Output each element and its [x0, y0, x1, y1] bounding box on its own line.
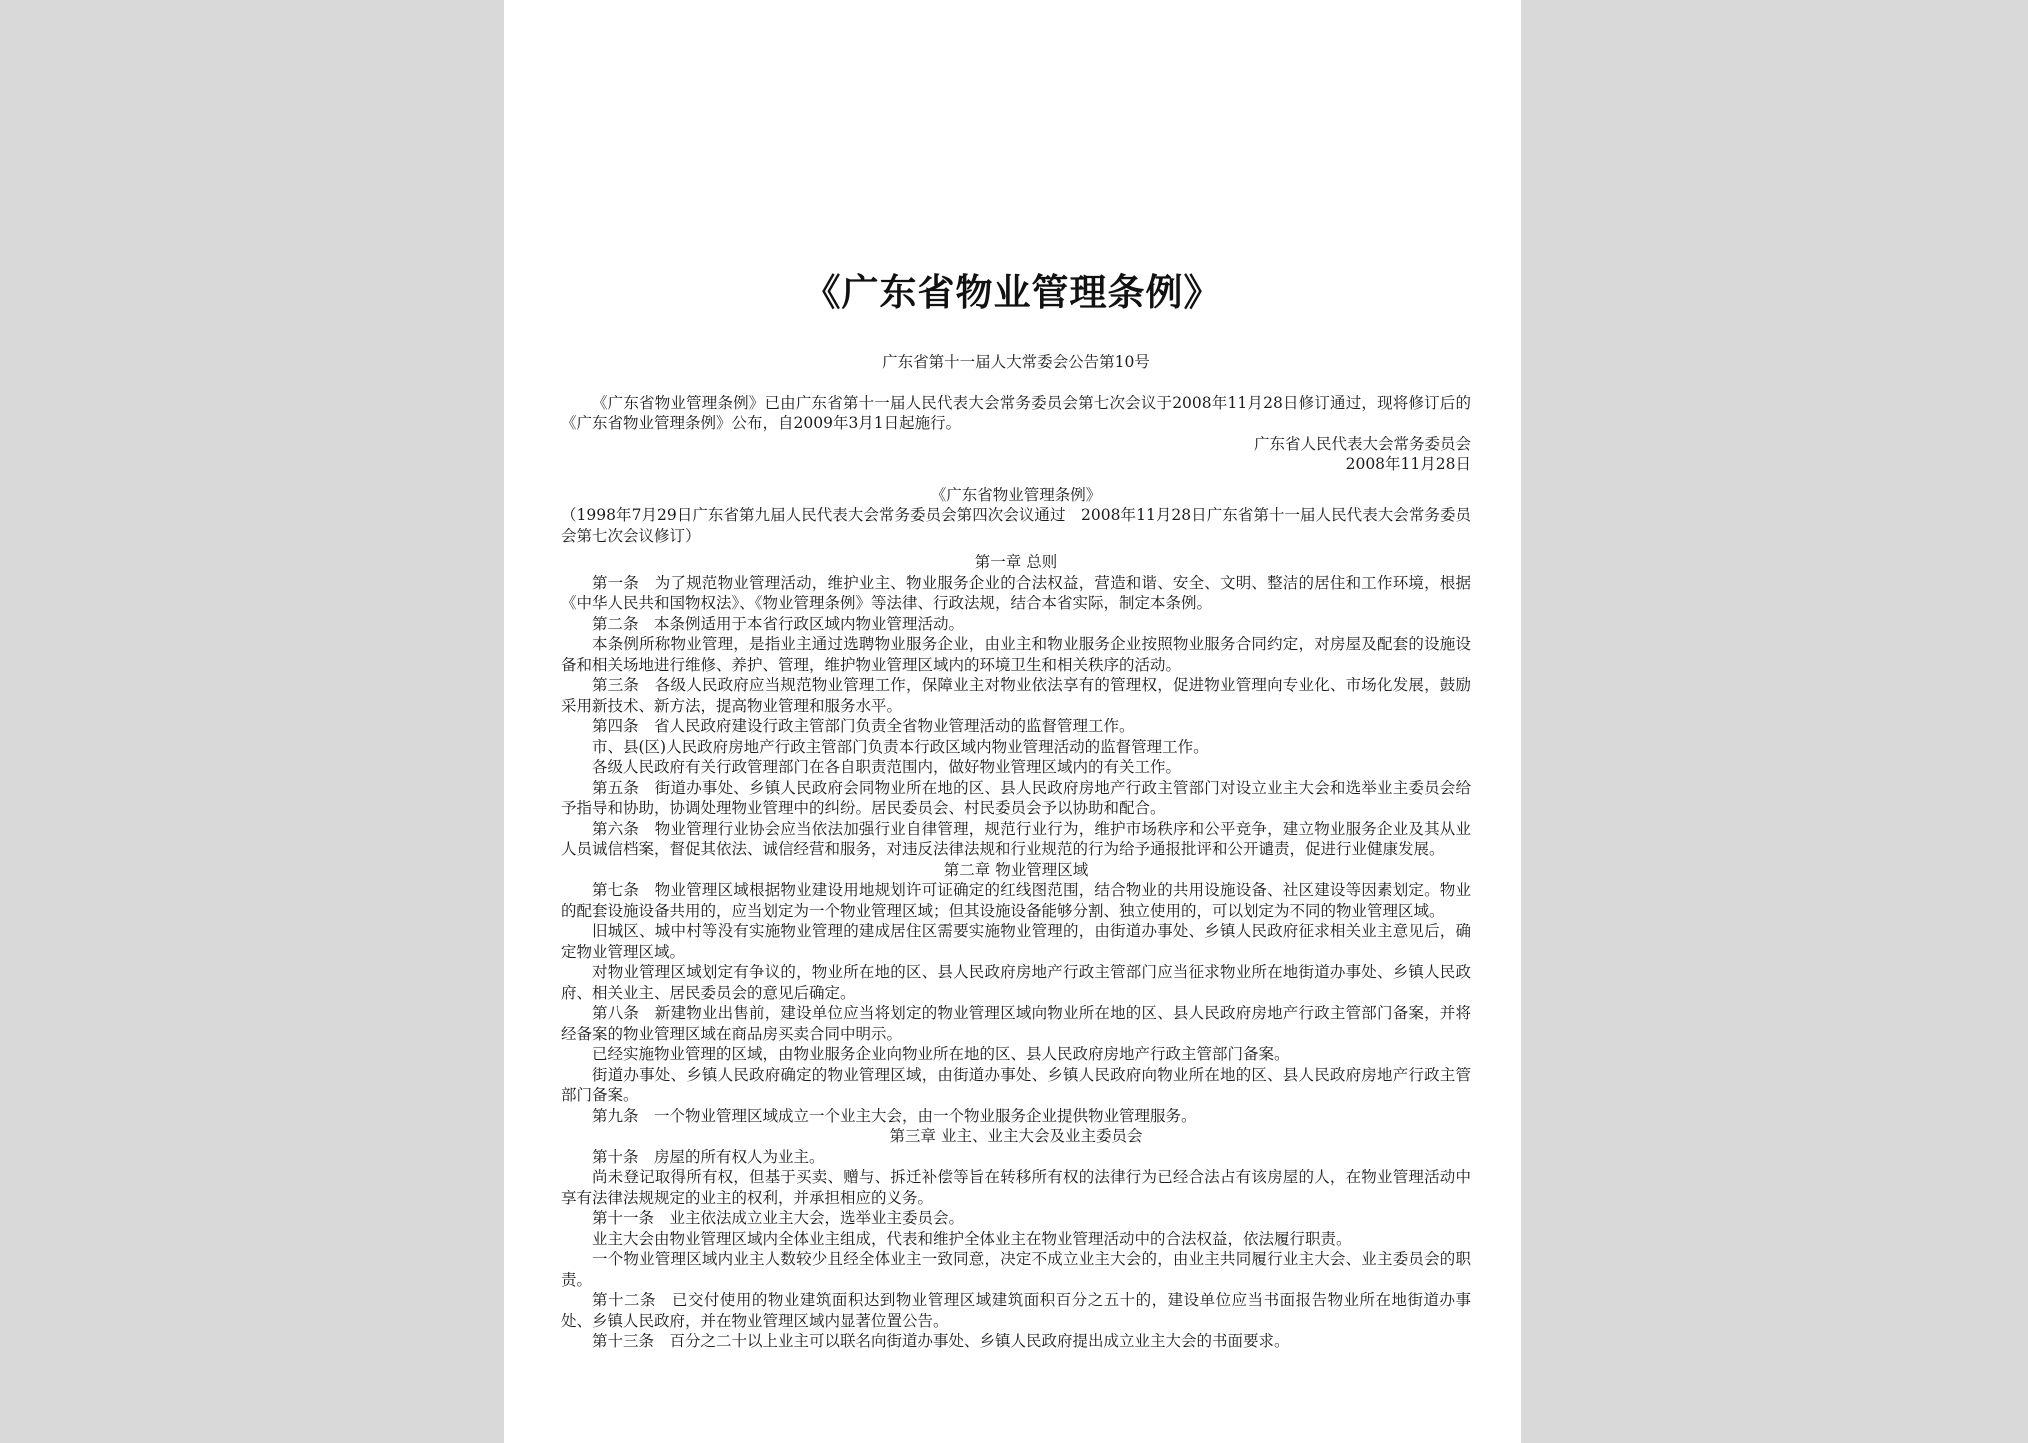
article-paragraph: 一个物业管理区域内业主人数较少且经全体业主一致同意，决定不成立业主大会的，由业主共同履行业主大会、业主委员会的职责。: [561, 1250, 1471, 1289]
article-paragraph: 第七条 物业管理区域根据物业建设用地规划许可证确定的红线图范围，结合物业的共用设施设备、社区建设等因素划定。物业的配套设施设备共用的，应当划定为一个物业管理区域；但其设施设备能够分割、独立使用的，可以划定为不同的物业管理区域。: [561, 881, 1471, 920]
announcement-number: 广东省第十一届人大常委会公告第10号: [882, 353, 1150, 371]
article-paragraph: 第十条 房屋的所有权人为业主。: [592, 1147, 825, 1166]
chapter-1-articles: [561, 573, 1471, 860]
article-paragraph: 第二条 本条例适用于本省行政区域内物业管理活动。: [592, 614, 965, 633]
article-paragraph: 市、县(区)人民政府房地产行政主管部门负责本行政区域内物业管理活动的监督管理工作。: [592, 737, 1209, 756]
chapter-2-articles: [561, 880, 1471, 1126]
document-body: [561, 352, 1471, 1352]
issue-date: 2008年11月28日: [1345, 455, 1471, 473]
intro-paragraph: 《广东省物业管理条例》已由广东省第十一届人民代表大会常务委员会第七次会议于2008年11月28日修订通过，现将修订后的《广东省物业管理条例》公布，自2009年3月1日起施行。: [561, 393, 1471, 432]
article-paragraph: 第四条 省人民政府建设行政主管部门负责全省物业管理活动的监督管理工作。: [592, 717, 1135, 735]
regulation-title: 《广东省物业管理条例》: [930, 485, 1102, 504]
document-title: 《广东省物业管理条例》: [803, 270, 1222, 314]
article-paragraph: 第六条 物业管理行业协会应当依法加强行业自律管理，规范行业行为，维护市场秩序和公平竞争，建立物业服务企业及其从业人员诚信档案，督促其依法、诚信经营和服务，对违反法律法规和行业规范的行为给予通报批评和公开谴责，促进行业健康发展。: [561, 819, 1471, 858]
article-paragraph: 第十三条 百分之二十以上业主可以联名向街道办事处、乡镇人民政府提出成立业主大会的书面要求。: [592, 1332, 1290, 1350]
article-paragraph: 已经实施物业管理的区域，由物业服务企业向物业所在地的区、县人民政府房地产行政主管部门备案。: [592, 1045, 1290, 1063]
article-paragraph: 本条例所称物业管理，是指业主通过选聘物业服务企业，由业主和物业服务企业按照物业服务合同约定，对房屋及配套的设施设备和相关场地进行维修、养护、管理，维护物业管理区域内的环境卫生和相关秩序的活动。: [561, 635, 1471, 674]
chapter-3-articles: [561, 1147, 1471, 1352]
chapter-heading: 第三章 业主、业主大会及业主委员会: [889, 1127, 1143, 1145]
article-paragraph: 业主大会由物业管理区域内全体业主组成，代表和维护全体业主在物业管理活动中的合法权益，依法履行职责。: [592, 1229, 1352, 1248]
article-paragraph: 各级人民政府有关行政管理部门在各自职责范围内，做好物业管理区域内的有关工作。: [592, 758, 1182, 776]
article-paragraph: 第五条 街道办事处、乡镇人民政府会同物业所在地的区、县人民政府房地产行政主管部门对设立业主大会和选举业主委员会给予指导和协助，协调处理物业管理中的纠纷。居民委员会、村民委员会予以协助和配合。: [561, 778, 1471, 817]
chapter-heading: 第一章 总则: [974, 553, 1058, 571]
article-paragraph: 第一条 为了规范物业管理活动，维护业主、物业服务企业的合法权益，营造和谐、安全、文明、整洁的居住和工作环境，根据《中华人民共和国物权法》、《物业管理条例》等法律、行政法规，结合本省实际，制定本条例。: [561, 573, 1471, 612]
article-paragraph: 对物业管理区域划定有争议的，物业所在地的区、县人民政府房地产行政主管部门应当征求物业所在地街道办事处、乡镇人民政府、相关业主、居民委员会的意见后确定。: [561, 963, 1471, 1002]
article-paragraph: 第三条 各级人民政府应当规范物业管理工作，保障业主对物业依法享有的管理权，促进物业管理向专业化、市场化发展，鼓励采用新技术、新方法，提高物业管理和服务水平。: [561, 676, 1471, 715]
issuer: 广东省人民代表大会常务委员会: [1253, 434, 1471, 453]
article-paragraph: 第八条 新建物业出售前，建设单位应当将划定的物业管理区域向物业所在地的区、县人民政府房地产行政主管部门备案，并将经备案的物业管理区域在商品房买卖合同中明示。: [561, 1004, 1471, 1043]
document-page: [504, 0, 1521, 1443]
article-paragraph: 第九条 一个物业管理区域成立一个业主大会，由一个物业服务企业提供物业管理服务。: [592, 1106, 1197, 1125]
article-paragraph: 街道办事处、乡镇人民政府确定的物业管理区域，由街道办事处、乡镇人民政府向物业所在地的区、县人民政府房地产行政主管部门备案。: [561, 1065, 1471, 1104]
article-paragraph: 第十二条 已交付使用的物业建筑面积达到物业管理区域建筑面积百分之五十的，建设单位应当书面报告物业所在地街道办事处、乡镇人民政府，并在物业管理区域内显著位置公告。: [561, 1291, 1471, 1330]
article-paragraph: 旧城区、城中村等没有实施物业管理的建成居住区需要实施物业管理的，由街道办事处、乡镇人民政府征求相关业主意见后，确定物业管理区域。: [561, 922, 1471, 961]
article-paragraph: 尚未登记取得所有权，但基于买卖、赠与、拆迁补偿等旨在转移所有权的法律行为已经合法占有该房屋的人，在物业管理活动中享有法律法规规定的业主的权利，并承担相应的义务。: [561, 1168, 1471, 1207]
revision-note: （1998年7月29日广东省第九届人民代表大会常务委员会第四次会议通过 2008年11月28日广东省第十一届人民代表大会常务委员会第七次会议修订）: [561, 506, 1471, 545]
chapter-heading: 第二章 物业管理区域: [943, 860, 1089, 879]
article-paragraph: 第十一条 业主依法成立业主大会，选举业主委员会。: [592, 1209, 965, 1227]
